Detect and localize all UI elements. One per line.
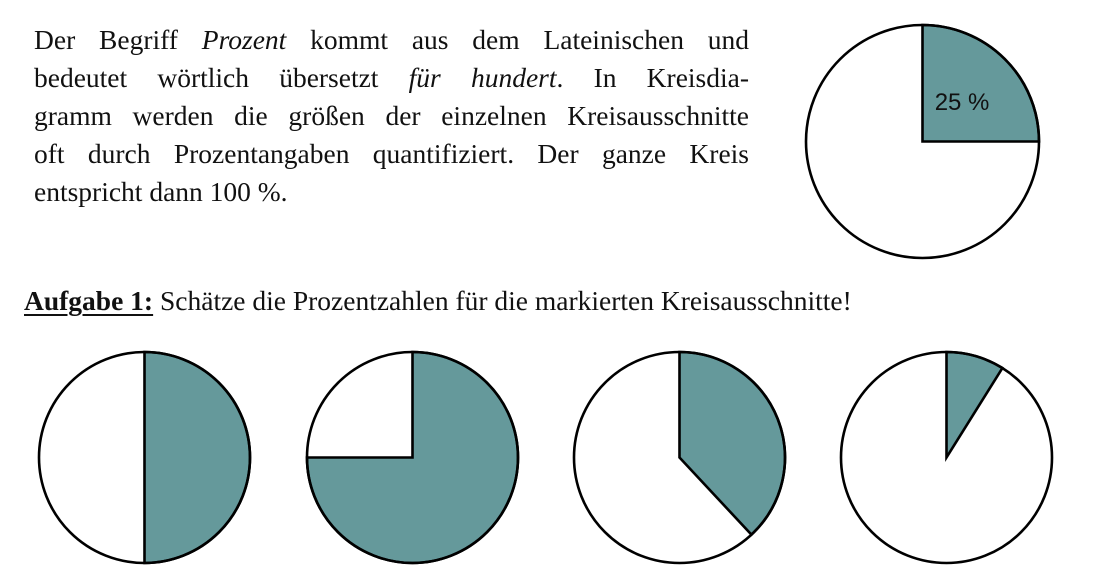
exercise-pie-1 xyxy=(37,350,252,565)
intro-emphasis: Prozent xyxy=(201,24,287,55)
intro-line xyxy=(34,21,749,59)
intro-line xyxy=(34,135,749,173)
intro-paragraph xyxy=(34,21,749,211)
intro-text: bedeutet wörtlich übersetzt xyxy=(34,62,409,93)
intro-text: kommt aus dem Lateinischen und xyxy=(286,24,750,55)
intro-line xyxy=(34,97,749,135)
task-heading xyxy=(24,283,852,319)
example-pie-chart xyxy=(804,23,1041,260)
intro-text: gramm werden die größen der einzelnen Kreisausschnitte xyxy=(34,100,749,131)
pie-slice xyxy=(923,25,1040,142)
intro-line xyxy=(34,59,749,97)
intro-text: . In Kreisdia- xyxy=(556,62,749,93)
exercise-pie-4 xyxy=(839,350,1054,565)
task-text: Schätze die Prozentzahlen für die markierten Kreisausschnitte! xyxy=(153,285,852,316)
intro-text: Der Begriff xyxy=(34,24,202,55)
exercise-pie-2 xyxy=(305,350,520,565)
intro-line xyxy=(34,173,749,211)
intro-text: oft durch Prozentangaben quantifiziert. Der ganze Kreis xyxy=(34,138,749,169)
intro-text: entspricht dann 100 %. xyxy=(34,176,288,207)
task-label: Aufgabe 1: xyxy=(24,285,154,316)
intro-emphasis: für hundert xyxy=(408,62,557,93)
pie-slice xyxy=(145,352,251,563)
exercise-pie-3 xyxy=(572,350,787,565)
pie-percent-label: 25 % xyxy=(934,88,990,116)
